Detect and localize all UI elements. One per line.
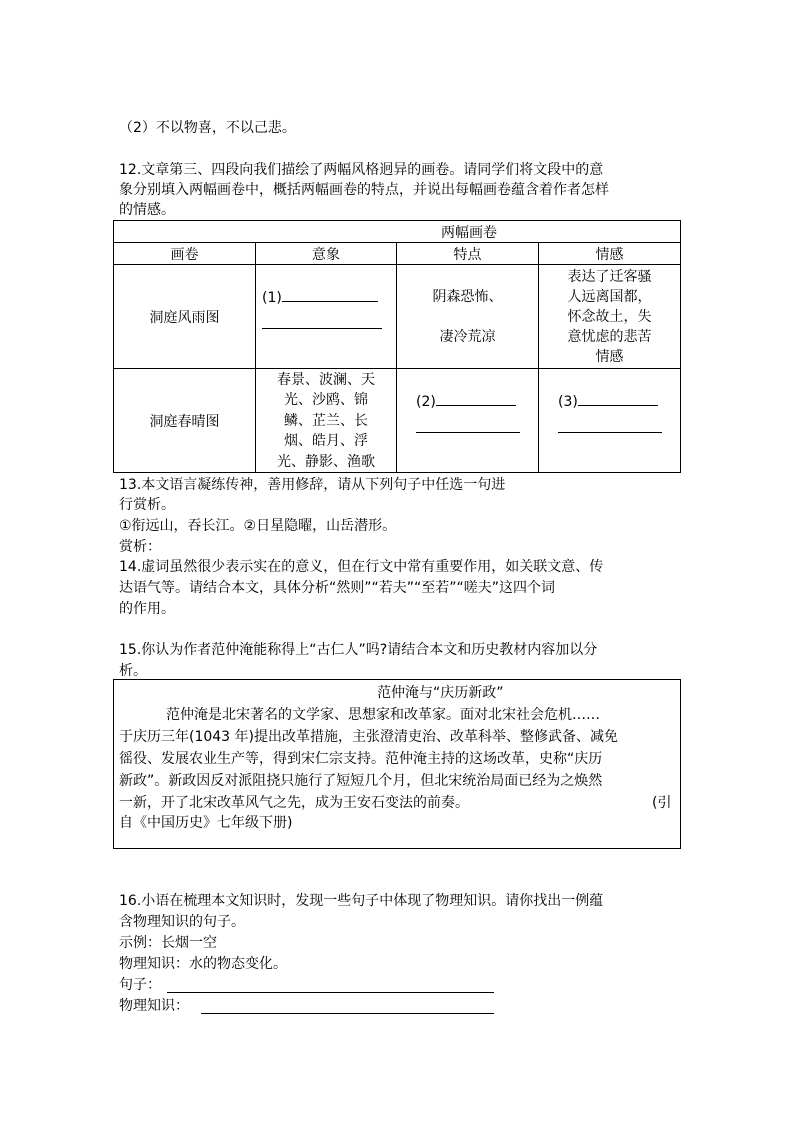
row1-emotion-line-3: 怀念故土，失 xyxy=(567,308,652,325)
q16-sentence-answer-line[interactable] xyxy=(167,992,494,993)
blank-3-underline-2[interactable] xyxy=(558,418,662,433)
blank-3-label: (3) xyxy=(558,394,578,410)
blank-2-label: (2) xyxy=(416,394,436,410)
box-line-2: 于庆历三年(1043 年)提出改革措施，主张澄清吏治、改革科举、整修武备、减免 xyxy=(119,729,619,745)
box-line-6: 自《中国历史》七年级下册) xyxy=(119,815,293,831)
row2-imagery xyxy=(256,369,396,473)
blank-2-underline[interactable] xyxy=(436,391,516,406)
q14-line-3: 的作用。 xyxy=(119,601,175,617)
q16-line-4: 物理知识：水的物态变化。 xyxy=(119,956,287,972)
header-feature: 特点 xyxy=(453,246,482,263)
blank-3-underline[interactable] xyxy=(578,391,658,406)
row2-imagery-line-2: 光、沙鸥、锦 xyxy=(284,392,368,409)
q13-line-3: ①衔远山，吞长江。②日星隐曜，山岳潜形。 xyxy=(119,518,397,534)
q16-line-1: 16.小语在梳理本文知识时，发现一些句子中体现了物理知识。请你找出一例蕴 xyxy=(119,893,604,909)
q15-line-1: 15.你认为作者范仲淹能称得上“古仁人”吗?请结合本文和历史教材内容加以分 xyxy=(119,642,598,658)
q12-line-2: 象分别填入两幅画卷中，概括两幅画卷的特点，并说出每幅画卷蕴含着作者怎样 xyxy=(119,182,609,198)
q15-reference-box xyxy=(113,679,681,849)
header-scroll: 画卷 xyxy=(170,246,199,263)
box-line-5-tail: (引 xyxy=(652,795,672,811)
header-emotion: 情感 xyxy=(595,246,624,263)
q13-line-1: 13.本文语言凝练传神，善用修辞，请从下列句子中任选一句进 xyxy=(119,477,506,493)
q12-line-1: 12.文章第三、四段向我们描绘了两幅风格迥异的画卷。请同学们将文段中的意 xyxy=(119,162,604,178)
row1-emotion-line-5: 情感 xyxy=(595,348,624,365)
box-line-1: 范仲淹是北宋著名的文学家、思想家和改革家。面对北宋社会危机…… xyxy=(166,707,600,723)
row1-emotion-line-2: 人远离国都， xyxy=(567,288,652,305)
row2-imagery-line-4: 烟、皓月、浮 xyxy=(284,433,368,450)
q16-physics-label: 物理知识： xyxy=(119,998,189,1014)
box-line-3: 徭役、发展农业生产等，得到宋仁宗支持。范仲淹主持的这场改革，史称“庆历 xyxy=(119,751,603,767)
row2-imagery-line-1: 春景、波澜、天 xyxy=(277,371,375,388)
row1-emotion-line-1: 表达了迁客骚 xyxy=(567,268,652,285)
q14-line-2: 达语气等。请结合本文，具体分析“然则”“若夫”“至若”“嗟夫”这四个词 xyxy=(119,580,556,596)
blank-1-label: (1) xyxy=(262,290,282,306)
row1-feature-line-1: 阴森恐怖、 xyxy=(432,288,503,305)
row2-imagery-line-3: 鳞、芷兰、长 xyxy=(284,412,368,429)
row2-imagery-line-5: 光、静影、渔歌 xyxy=(277,453,375,470)
blank-2-underline-2[interactable] xyxy=(416,418,520,433)
box-line-5: 一新，开了北宋改革风气之先，成为王安石变法的前奏。 xyxy=(119,795,469,811)
blank-1-underline[interactable] xyxy=(282,287,378,302)
q12-line-3: 的情感。 xyxy=(119,202,175,218)
row1-emotion-line-4: 意忧虑的悲苦 xyxy=(567,328,652,345)
q14-line-1: 14.虚词虽然很少表示实在的意义，但在行文中常有重要作用，如关联文意、传 xyxy=(119,559,604,575)
box-title: 范仲淹与“庆历新政” xyxy=(377,685,504,701)
row1-feature-line-2: 凄冷荒凉 xyxy=(439,328,496,345)
row2-emotion[interactable] xyxy=(539,369,680,473)
q15-line-2: 析。 xyxy=(119,663,147,679)
blank-1-underline-2[interactable] xyxy=(262,314,382,329)
row1-emotion xyxy=(539,265,680,368)
q13-line-4: 赏析： xyxy=(119,539,161,555)
q13-line-2: 行赏析。 xyxy=(119,497,175,513)
row1-imagery[interactable] xyxy=(256,265,396,368)
header-imagery: 意象 xyxy=(312,246,340,263)
q16-physics-answer-line[interactable] xyxy=(201,1013,494,1014)
q16-sentence-label: 句子： xyxy=(119,977,161,993)
row2-name: 洞庭春晴图 xyxy=(149,414,220,430)
row1-feature xyxy=(397,265,538,368)
q16-line-3: 示例：长烟一空 xyxy=(119,935,217,951)
q12-table xyxy=(113,220,681,473)
row1-name: 洞庭风雨图 xyxy=(149,309,220,326)
box-line-4: 新政”。新政因反对派阻挠只施行了短短几个月，但北宋统治局面已经为之焕然 xyxy=(119,773,603,789)
row2-feature[interactable] xyxy=(397,369,538,473)
q11-line: （2）不以物喜，不以己悲。 xyxy=(119,120,296,136)
q16-line-2: 含物理知识的句子。 xyxy=(119,914,245,930)
table-title: 两幅画卷 xyxy=(441,224,497,241)
